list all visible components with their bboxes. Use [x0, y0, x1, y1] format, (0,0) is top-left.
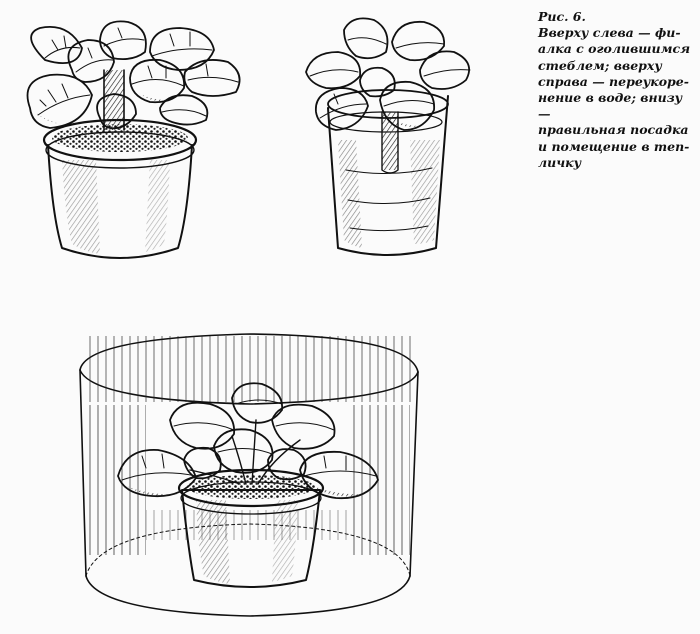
figure-number: Рис. 6.	[538, 9, 586, 24]
violet-pot-illustration	[28, 21, 240, 258]
greenhouse-illustration	[80, 334, 418, 616]
water-glass-illustration	[306, 18, 470, 255]
caption-text: Вверху слева — фи- алка с оголившимся стеблем; вверху справа — переукоре- нение в воде; внизу — правильная посадка и помещение в теп- личку	[538, 25, 691, 170]
